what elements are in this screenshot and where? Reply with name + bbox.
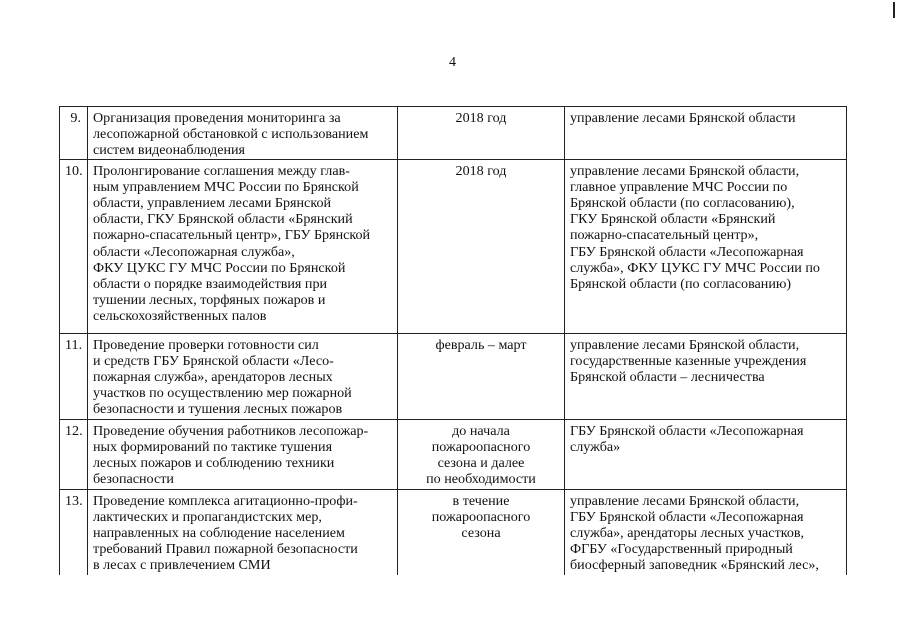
- row-number: 12.: [60, 419, 88, 489]
- measure-line: области, управлением лесами Брянской: [93, 195, 332, 212]
- responsible-line: пожарно-спасательный центр»,: [570, 227, 759, 244]
- measure-line: безопасности и тушения лесных пожаров: [93, 401, 343, 418]
- measure-line: Проведение проверки готовности сил: [93, 336, 319, 353]
- responsible-line: государственные казенные учреждения: [570, 352, 807, 369]
- period-line: пожароопасного: [431, 438, 531, 455]
- responsible-line: биосферный заповедник «Брянский лес»,: [570, 557, 819, 574]
- responsible-cell: [565, 419, 847, 489]
- row-number: 9.: [60, 107, 88, 160]
- measure-line: Пролонгирование соглашения между глав-: [93, 162, 350, 179]
- measure-line: тушении лесных, торфяных пожаров и: [93, 292, 326, 309]
- responsible-line: Брянской области (по согласованию),: [570, 195, 795, 212]
- measure-cell: [88, 489, 398, 575]
- measure-line: участков по осуществлению мер пожарной: [93, 385, 352, 402]
- period-cell: [398, 489, 565, 575]
- measure-line: и средств ГБУ Брянской области «Лесо-: [93, 352, 334, 369]
- responsible-line: ГБУ Брянской области «Лесопожарная: [570, 422, 804, 439]
- period-line: февраль – март: [435, 336, 527, 353]
- measure-cell: [88, 107, 398, 160]
- measure-line: безопасности: [93, 471, 174, 488]
- responsible-line: ФГБУ «Государственный природный: [570, 541, 793, 558]
- responsible-line: управление лесами Брянской области,: [570, 492, 800, 509]
- period-line: сезона и далее: [437, 455, 525, 472]
- responsible-line: служба», арендаторы лесных участков,: [570, 525, 805, 542]
- measure-line: области, ГКУ Брянской области «Брянский: [93, 211, 353, 228]
- measure-cell: [88, 159, 398, 333]
- responsible-line: управление лесами Брянской области,: [570, 336, 800, 353]
- responsible-line: управление лесами Брянской области,: [570, 162, 800, 179]
- measure-line: области о порядке взаимодействия при: [93, 276, 328, 293]
- responsible-line: ГБУ Брянской области «Лесопожарная: [570, 508, 804, 525]
- period-line: в течение: [452, 492, 510, 509]
- measure-cell: [88, 419, 398, 489]
- measures-table-body: [60, 107, 847, 576]
- row-number: 10.: [60, 159, 88, 333]
- period-cell: [398, 419, 565, 489]
- responsible-line: Брянской области – лесничества: [570, 369, 765, 386]
- period-line: по необходимости: [426, 471, 536, 488]
- responsible-line: ГКУ Брянской области «Брянский: [570, 211, 776, 228]
- page-number: 4: [449, 55, 456, 70]
- measure-line: ных формирований по тактике тушения: [93, 438, 333, 455]
- table-row: [60, 107, 847, 160]
- measures-table: [59, 106, 847, 575]
- table-row: [60, 159, 847, 333]
- responsible-cell: [565, 107, 847, 160]
- responsible-cell: [565, 333, 847, 419]
- period-line: сезона: [461, 525, 501, 542]
- measure-line: Проведение комплекса агитационно-профи-: [93, 492, 358, 509]
- period-line: пожароопасного: [431, 508, 531, 525]
- measure-line: сельскохозяйственных палов: [93, 308, 267, 325]
- measure-line: лесных пожаров и соблюдению техники: [93, 455, 335, 472]
- responsible-line: главное управление МЧС России по: [570, 178, 788, 195]
- measure-line: ным управлением МЧС России по Брянской: [93, 178, 359, 195]
- measure-cell: [88, 333, 398, 419]
- responsible-line: ГБУ Брянской области «Лесопожарная: [570, 243, 804, 260]
- measure-line: пожарная служба», арендаторов лесных: [93, 369, 333, 386]
- measure-line: лактических и пропагандистских мер,: [93, 508, 322, 525]
- measure-line: направленных на соблюдение населением: [93, 525, 345, 542]
- row-number: 11.: [60, 333, 88, 419]
- measure-line: Проведение обучения работников лесопожар-: [93, 422, 369, 439]
- responsible-cell: [565, 159, 847, 333]
- measure-line: лесопожарной обстановкой с использованием: [93, 126, 369, 143]
- measure-line: области «Лесопожарная служба»,: [93, 243, 295, 260]
- period-line: 2018 год: [455, 162, 507, 179]
- responsible-line: управление лесами Брянской области: [570, 110, 796, 126]
- responsible-line: служба»: [570, 438, 621, 455]
- responsible-line: Брянской области (по согласованию): [570, 276, 792, 293]
- period-line: 2018 год: [455, 110, 507, 126]
- measure-line: требований Правил пожарной безопасности: [93, 541, 358, 558]
- measure-line: в лесах с привлечением СМИ: [93, 557, 271, 574]
- row-number: 13.: [60, 489, 88, 575]
- responsible-cell: [565, 489, 847, 575]
- measure-line: Организация проведения мониторинга за: [93, 110, 341, 126]
- period-cell: [398, 333, 565, 419]
- scan-edge-mark: [893, 2, 895, 18]
- table-row: [60, 489, 847, 575]
- period-cell: [398, 107, 565, 160]
- measure-line: систем видеонаблюдения: [93, 142, 246, 159]
- measure-line: пожарно-спасательный центр», ГБУ Брянской: [93, 227, 371, 244]
- period-cell: [398, 159, 565, 333]
- responsible-line: служба», ФКУ ЦУКС ГУ МЧС России по: [570, 259, 820, 276]
- table-row: [60, 333, 847, 419]
- measure-line: ФКУ ЦУКС ГУ МЧС России по Брянской: [93, 259, 346, 276]
- table-row: [60, 419, 847, 489]
- period-line: до начала: [452, 422, 510, 439]
